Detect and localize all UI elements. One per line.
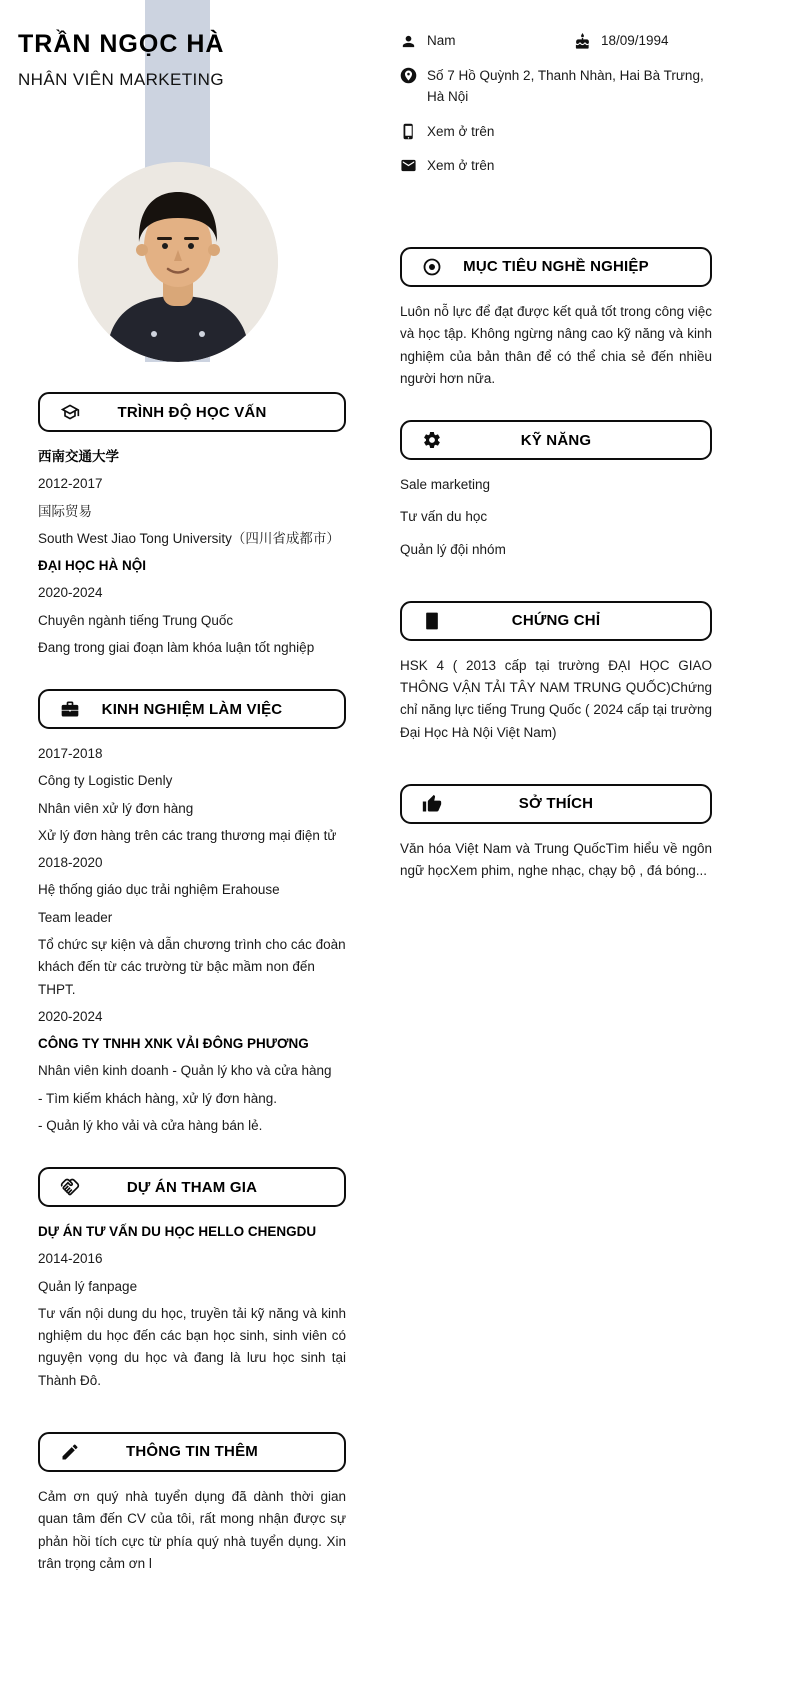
contact-block	[400, 30, 712, 177]
skill-item: Tư vấn du học	[400, 509, 488, 525]
certificates-body	[400, 655, 712, 744]
email-envelope-icon	[400, 157, 417, 174]
projects-body	[38, 1221, 346, 1392]
project-line: 2014-2016	[38, 1251, 103, 1267]
handshake-icon	[60, 1177, 80, 1197]
objective-body	[400, 301, 712, 390]
gender-value: Nam	[427, 33, 456, 48]
education-line: 西南交通大学	[38, 449, 119, 464]
certificates-text: HSK 4 ( 2013 cấp tại trường ĐẠI HỌC GIAO THÔNG VẬN TẢI TÂY NAM TRUNG QUỐC)Chứng chỉ năng lực tiếng Trung Quốc ( 2024 cấp tại trường Đại Học Hà Nội Việt Nam)	[400, 657, 712, 740]
project-line: Quản lý fanpage	[38, 1278, 138, 1294]
experience-header	[38, 689, 346, 729]
project-line: Tư vấn nội dung du học, truyền tải kỹ năng và kinh nghiệm du học đến các bạn học sinh, sinh viên có nguyện vọng du học và đang là lưu học sinh tại Thành Đô.	[38, 1305, 346, 1388]
contact-gender	[400, 30, 574, 52]
section-title: KINH NGHIỆM LÀM VIỆC	[101, 700, 283, 718]
experience-line: Hệ thống giáo dục trải nghiệm Erahouse	[38, 882, 280, 898]
experience-line: Xử lý đơn hàng trên các trang thương mại điện tử	[38, 827, 337, 843]
education-line: Đang trong giai đoạn làm khóa luận tốt nghiệp	[38, 639, 315, 655]
education-body	[38, 446, 346, 659]
job-title: NHÂN VIÊN MARKETING	[18, 70, 224, 89]
experience-line: 2017-2018	[38, 746, 103, 762]
hobbies-text: Văn hóa Việt Nam và Trung QuốcTìm hiểu về ngôn ngữ họcXem phim, nghe nhạc, chạy bộ , đá bóng...	[400, 840, 712, 879]
objective-text: Luôn nỗ lực để đạt được kết quả tốt trong công việc và học tập. Không ngừng nâng cao kỹ năng và kinh nghiệm của bản thân để có thể chia sẻ đến nhiều người hơn nữa.	[400, 303, 712, 386]
education-line: South West Jiao Tong University（四川省成都市）	[38, 530, 340, 546]
section-additional	[38, 1432, 346, 1575]
projects-header	[38, 1167, 346, 1207]
phone-value: Xem ở trên	[427, 123, 495, 139]
right-column	[400, 0, 712, 1575]
experience-line: Nhân viên kinh doanh - Quản lý kho và cửa hàng	[38, 1063, 332, 1079]
contact-phone	[400, 121, 712, 143]
pencil-icon	[60, 1442, 80, 1462]
additional-header	[38, 1432, 346, 1472]
section-experience	[38, 689, 346, 1137]
section-title: TRÌNH ĐỘ HỌC VẤN	[117, 403, 267, 421]
project-line: DỰ ÁN TƯ VẤN DU HỌC HELLO CHENGDU	[38, 1224, 317, 1240]
section-title: CHỨNG CHỈ	[511, 612, 601, 630]
briefcase-icon	[60, 699, 80, 719]
additional-text: Cảm ơn quý nhà tuyển dụng đã dành thời gian quan tâm đến CV của tôi, rất mong nhận được sự phản hồi tích cực từ phía quý nhà tuyển dụng. Xin trân trọng cảm ơn l	[38, 1488, 346, 1571]
graduation-cap-icon	[60, 402, 80, 422]
gear-icon	[422, 430, 442, 450]
profile-photo-illustration	[78, 162, 278, 362]
additional-body	[38, 1486, 346, 1575]
experience-body	[38, 743, 346, 1137]
experience-line: Nhân viên xử lý đơn hàng	[38, 800, 194, 816]
experience-line: - Tìm kiếm khách hàng, xử lý đơn hàng.	[38, 1090, 277, 1106]
experience-line: Công ty Logistic Denly	[38, 773, 173, 789]
experience-line: 2020-2024	[38, 1008, 103, 1024]
certificate-icon	[422, 611, 442, 631]
section-hobbies	[400, 784, 712, 883]
experience-line: - Quản lý kho vải và cửa hàng bán lẻ.	[38, 1117, 263, 1133]
hobbies-header	[400, 784, 712, 824]
section-certificates	[400, 601, 712, 744]
contact-dob	[574, 30, 669, 52]
section-title: SỞ THÍCH	[518, 795, 594, 813]
section-title: THÔNG TIN THÊM	[126, 1443, 258, 1461]
address-value: Số 7 Hồ Quỳnh 2, Thanh Nhàn, Hai Bà Trưng, Hà Nội	[427, 67, 704, 105]
section-title: KỸ NĂNG	[520, 431, 592, 449]
contact-address	[400, 65, 712, 108]
person-icon	[400, 33, 417, 50]
education-line: 国际贸易	[38, 503, 92, 519]
section-objective	[400, 247, 712, 390]
contact-row-gender-dob	[400, 30, 712, 52]
skill-item: Quản lý đội nhóm	[400, 541, 506, 557]
contact-email	[400, 155, 712, 177]
education-line: ĐẠI HỌC HÀ NỘI	[38, 558, 146, 574]
person-name: TRẦN NGỌC HÀ	[18, 30, 225, 58]
experience-line: Tổ chức sự kiện và dẫn chương trình cho các đoàn khách đến từ các trường từ bậc mầm non đến THPT.	[38, 936, 346, 997]
certificates-header	[400, 601, 712, 641]
email-value: Xem ở trên	[427, 158, 495, 174]
section-title: DỰ ÁN THAM GIA	[126, 1178, 258, 1196]
hobbies-body	[400, 838, 712, 883]
section-title: MỤC TIÊU NGHỀ NGHIỆP	[463, 258, 649, 276]
education-header	[38, 392, 346, 432]
experience-line: 2018-2020	[38, 855, 103, 871]
phone-icon	[400, 123, 417, 140]
dob-value: 18/09/1994	[601, 33, 669, 48]
experience-line: CÔNG TY TNHH XNK VẢI ĐÔNG PHƯƠNG	[38, 1036, 309, 1052]
skills-body	[400, 474, 712, 561]
thumbs-up-icon	[422, 794, 442, 814]
education-line: 2012-2017	[38, 476, 103, 492]
skill-item: Sale marketing	[400, 477, 491, 493]
skills-header	[400, 420, 712, 460]
left-column	[18, 0, 365, 1575]
section-projects	[38, 1167, 346, 1392]
education-line: 2020-2024	[38, 585, 103, 601]
experience-line: Team leader	[38, 909, 113, 925]
education-line: Chuyên ngành tiếng Trung Quốc	[38, 612, 234, 628]
profile-photo	[78, 162, 278, 362]
section-education	[38, 392, 346, 659]
target-icon	[422, 257, 442, 277]
location-pin-icon	[400, 67, 417, 84]
birthday-cake-icon	[574, 33, 591, 50]
objective-header	[400, 247, 712, 287]
section-skills	[400, 420, 712, 561]
